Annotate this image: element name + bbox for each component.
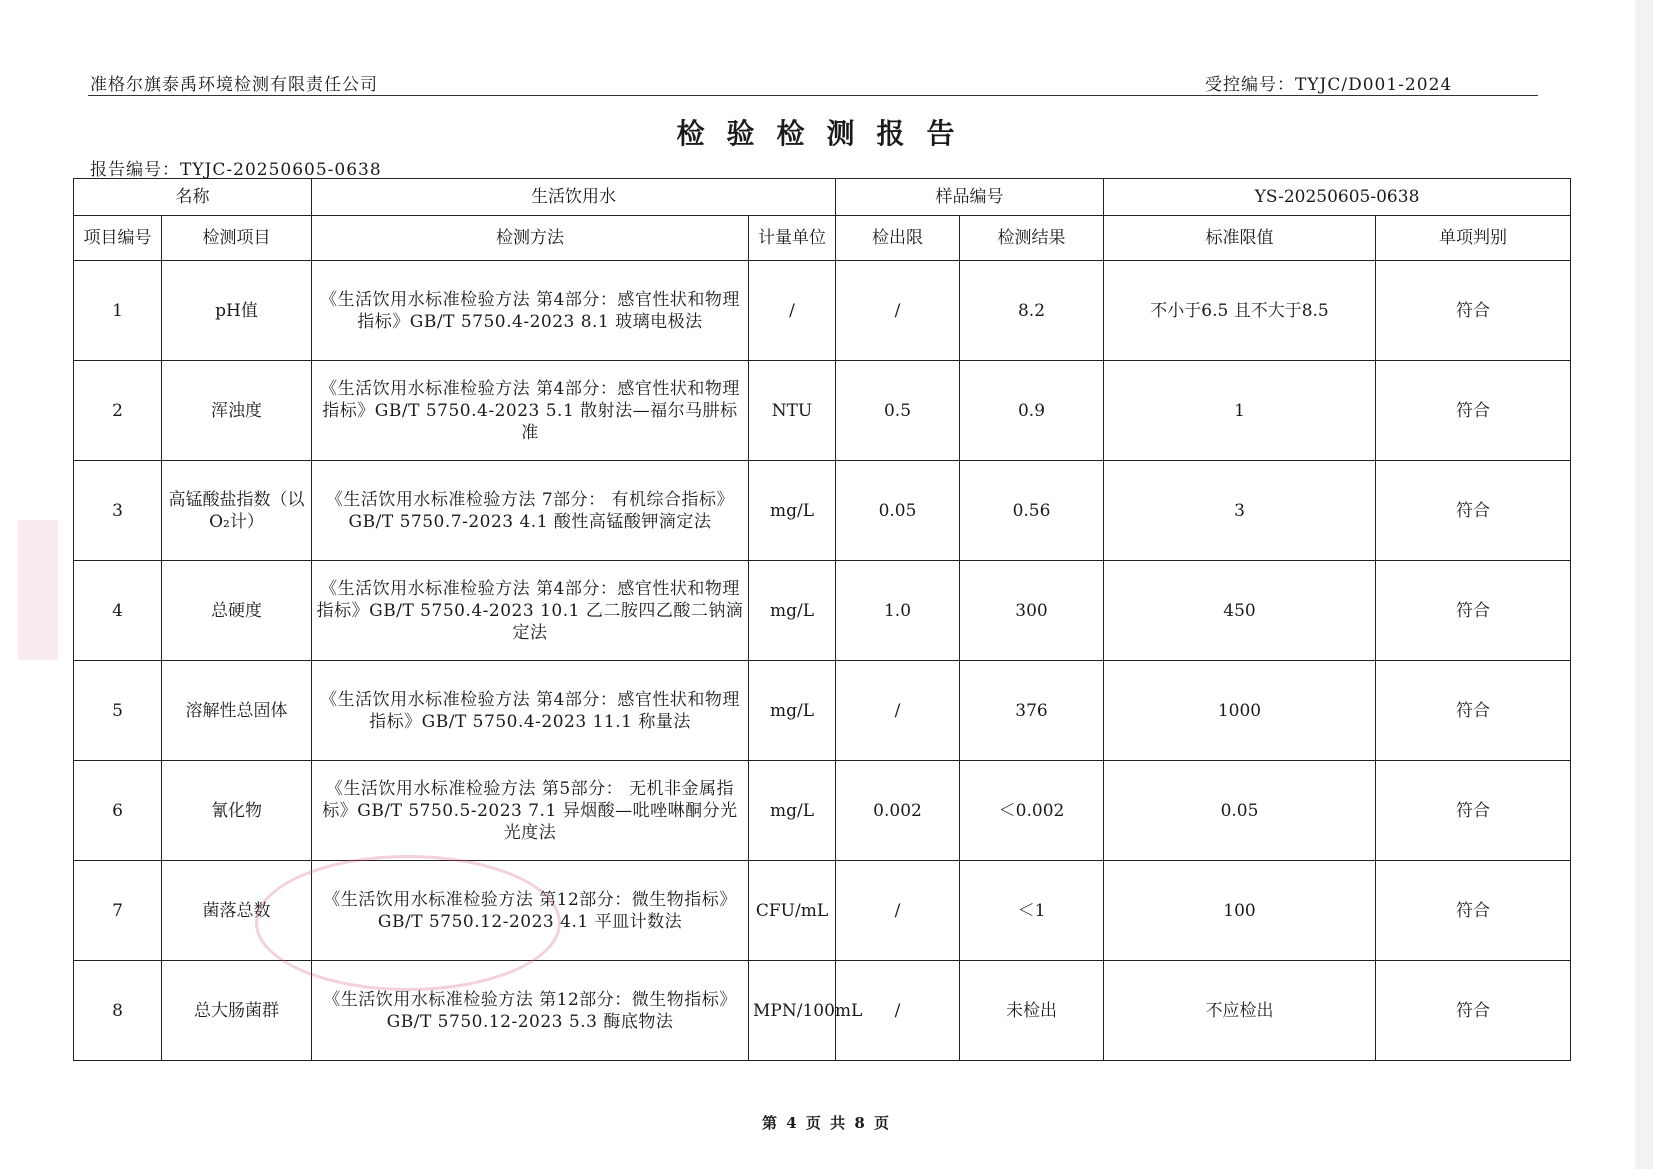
cell-no: 4 [74,561,162,661]
cell-unit: mg/L [749,461,836,561]
cell-item: 氰化物 [162,761,312,861]
cell-no: 6 [74,761,162,861]
cell-limit: 0.5 [836,361,960,461]
col-item-no: 项目编号 [74,216,162,261]
cell-item: 总大肠菌群 [162,961,312,1061]
cell-unit: MPN/100mL [749,961,836,1061]
info-row [74,179,1571,216]
cell-limit: 0.05 [836,461,960,561]
cell-result: 8.2 [960,261,1104,361]
cell-no: 1 [74,261,162,361]
cell-no: 8 [74,961,162,1061]
column-header-row [74,216,1571,261]
cell-judgement: 符合 [1376,961,1571,1061]
cell-judgement: 符合 [1376,461,1571,561]
cell-standard: 不应检出 [1104,961,1376,1061]
cell-limit: / [836,261,960,361]
header-divider [88,95,1538,96]
table-row [74,761,1571,861]
name-label: 名称 [74,179,312,216]
table-row [74,661,1571,761]
cell-result: 0.56 [960,461,1104,561]
cell-no: 2 [74,361,162,461]
cell-method: 《生活饮用水标准检验方法 第4部分：感官性状和物理指标》GB/T 5750.4-2023 11.1 称量法 [312,661,749,761]
table-row [74,961,1571,1061]
cell-standard: 不小于6.5 且不大于8.5 [1104,261,1376,361]
cell-item: 浑浊度 [162,361,312,461]
table-row [74,261,1571,361]
cell-limit: / [836,861,960,961]
cell-judgement: 符合 [1376,561,1571,661]
cell-result: ＜0.002 [960,761,1104,861]
table-row [74,461,1571,561]
cell-unit: mg/L [749,561,836,661]
cell-unit: mg/L [749,661,836,761]
page-number: 第 4 页 共 8 页 [762,1114,891,1132]
cell-result: 300 [960,561,1104,661]
col-result: 检测结果 [960,216,1104,261]
seal-edge-mark [18,520,58,660]
cell-item: 菌落总数 [162,861,312,961]
sample-value: YS-20250605-0638 [1104,179,1571,216]
cell-judgement: 符合 [1376,761,1571,861]
control-number: 受控编号：TYJC/D001-2024 [1205,75,1453,95]
col-limit: 检出限 [836,216,960,261]
col-unit: 计量单位 [749,216,836,261]
cell-limit: / [836,961,960,1061]
cell-result: 0.9 [960,361,1104,461]
col-standard: 标准限值 [1104,216,1376,261]
cell-method: 《生活饮用水标准检验方法 第12部分：微生物指标》GB/T 5750.12-2023 5.3 酶底物法 [312,961,749,1061]
cell-method: 《生活饮用水标准检验方法 第5部分： 无机非金属指标》GB/T 5750.5-2023 7.1 异烟酸—吡唑啉酮分光光度法 [312,761,749,861]
cell-result: ＜1 [960,861,1104,961]
report-number: 报告编号：TYJC-20250605-0638 [90,160,382,180]
cell-judgement: 符合 [1376,261,1571,361]
cell-judgement: 符合 [1376,361,1571,461]
sample-label: 样品编号 [836,179,1104,216]
cell-result: 未检出 [960,961,1104,1061]
cell-standard: 1000 [1104,661,1376,761]
cell-judgement: 符合 [1376,861,1571,961]
cell-no: 7 [74,861,162,961]
col-judgement: 单项判别 [1376,216,1571,261]
cell-no: 3 [74,461,162,561]
cell-method: 《生活饮用水标准检验方法 7部分： 有机综合指标》GB/T 5750.7-2023 4.1 酸性高锰酸钾滴定法 [312,461,749,561]
cell-standard: 0.05 [1104,761,1376,861]
cell-standard: 1 [1104,361,1376,461]
cell-result: 376 [960,661,1104,761]
company-name: 准格尔旗泰禹环境检测有限责任公司 [90,75,378,95]
cell-limit: / [836,661,960,761]
col-item: 检测项目 [162,216,312,261]
cell-judgement: 符合 [1376,661,1571,761]
cell-method: 《生活饮用水标准检验方法 第4部分：感官性状和物理指标》GB/T 5750.4-2023 8.1 玻璃电极法 [312,261,749,361]
cell-unit: CFU/mL [749,861,836,961]
scan-edge [1635,0,1653,1169]
table-row [74,561,1571,661]
cell-item: 总硬度 [162,561,312,661]
cell-unit: / [749,261,836,361]
cell-unit: mg/L [749,761,836,861]
cell-item: pH值 [162,261,312,361]
cell-method: 《生活饮用水标准检验方法 第12部分：微生物指标》GB/T 5750.12-2023 4.1 平皿计数法 [312,861,749,961]
cell-standard: 450 [1104,561,1376,661]
col-method: 检测方法 [312,216,749,261]
cell-limit: 0.002 [836,761,960,861]
cell-item: 溶解性总固体 [162,661,312,761]
cell-no: 5 [74,661,162,761]
name-value: 生活饮用水 [312,179,836,216]
cell-standard: 100 [1104,861,1376,961]
cell-method: 《生活饮用水标准检验方法 第4部分：感官性状和物理指标》GB/T 5750.4-2023 10.1 乙二胺四乙酸二钠滴定法 [312,561,749,661]
cell-method: 《生活饮用水标准检验方法 第4部分：感官性状和物理指标》GB/T 5750.4-2023 5.1 散射法—福尔马肼标准 [312,361,749,461]
cell-unit: NTU [749,361,836,461]
faint-seal-stamp [255,855,561,991]
cell-item: 高锰酸盐指数（以O₂计） [162,461,312,561]
cell-limit: 1.0 [836,561,960,661]
table-row [74,361,1571,461]
report-title: 检验检测报告 [676,117,977,150]
cell-standard: 3 [1104,461,1376,561]
